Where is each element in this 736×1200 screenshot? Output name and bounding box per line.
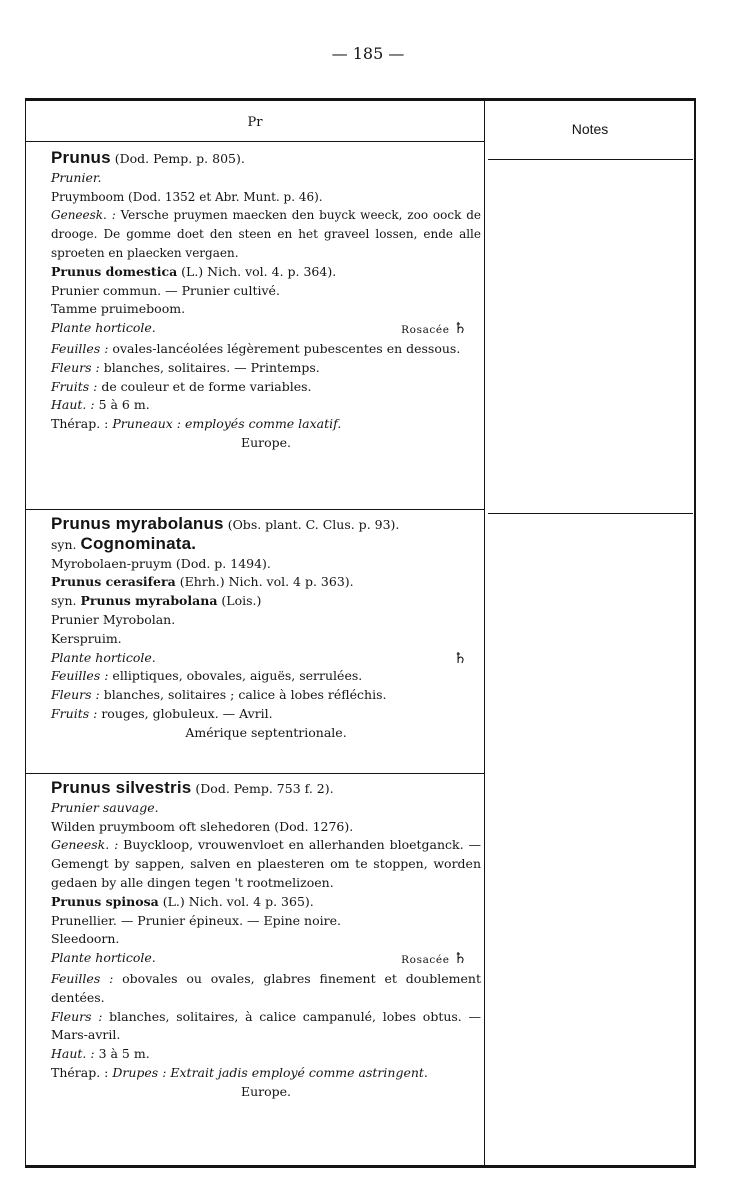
species-name: Prunus spinosa <box>51 893 159 909</box>
flemish-name: Myrobolaen-pruym (Dod. p. 1494). <box>51 555 271 571</box>
fleurs-text: blanches, solitaires. — Printemps. <box>103 359 320 375</box>
feuilles-label: Feuilles : <box>51 668 109 684</box>
entry-reference: (Obs. plant. C. Clus. p. 93). <box>227 517 400 532</box>
flemish-name: Pruymboom (Dod. 1352 et Abr. Munt. p. 46). <box>51 189 323 204</box>
tree-symbol-icon: ♄ <box>453 319 467 338</box>
french-name: Prunier sauvage. <box>51 799 159 815</box>
haut-label: Haut. : <box>51 397 95 413</box>
plant-status: Plante horticole. <box>51 649 156 665</box>
entry-title: Prunus myrabolanus <box>51 514 224 533</box>
region: Europe. <box>240 1083 292 1099</box>
synonym-name: Prunus myrabolana <box>80 593 218 609</box>
column-header-notes: Notes <box>571 121 609 137</box>
fruits-label: Fruits : <box>51 378 98 394</box>
tree-symbol-icon: ♄ <box>453 949 467 968</box>
notes-separator <box>488 513 693 514</box>
species-reference: (Ehrh.) Nich. vol. 4 p. 363). <box>179 574 354 590</box>
geneesk-text: Versche pruymen maecken den buyck weeck, zoo oock de drooge. De gomme doet den steen en het graveel lossen, ende alle sproeten en plaecken vergaen. <box>51 208 481 260</box>
fruits-text: rouges, globuleux. — Avril. <box>101 705 273 721</box>
flemish-name: Wilden pruymboom oft slehedoren (Dod. 1276). <box>51 818 354 834</box>
entry-reference: (Dod. Pemp. 753 f. 2). <box>195 781 334 796</box>
page-number: — 185 — <box>331 44 405 63</box>
region: Europe. <box>240 434 292 450</box>
family-name: Rosacée <box>401 324 450 337</box>
haut-text: 5 à 6 m. <box>98 397 150 413</box>
fleurs-label: Fleurs : <box>51 687 100 703</box>
entry-prunus-myrabolanus <box>51 515 481 743</box>
column-header-pr: Pr <box>247 115 263 130</box>
flemish-common-name: Sleedoorn. <box>51 931 120 947</box>
common-names: Prunellier. — Prunier épineux. — Epine noire. <box>51 912 341 928</box>
herbarium-table <box>25 98 696 1168</box>
feuilles-label: Feuilles : <box>51 970 114 986</box>
fleurs-text: blanches, solitaires ; calice à lobes réfléchis. <box>103 687 387 703</box>
synonym-name: Cognominata. <box>80 533 197 553</box>
therap-text: Pruneaux : employés comme laxatif. <box>112 416 342 432</box>
notes-header-rule <box>488 159 693 160</box>
entry-prunus-silvestris <box>51 779 481 1102</box>
species-reference: (L.) Nich. vol. 4. p. 364). <box>181 263 337 279</box>
fruits-label: Fruits : <box>51 705 98 721</box>
tree-symbol-icon: ♄ <box>453 648 467 667</box>
entry-title: Prunus <box>51 148 111 167</box>
species-reference: (L.) Nich. vol. 4 p. 365). <box>162 893 314 909</box>
french-name: Prunier. <box>51 169 102 185</box>
syn-label: syn. <box>51 593 77 609</box>
haut-text: 3 à 5 m. <box>98 1046 150 1062</box>
flemish-common-name: Kerspruim. <box>51 630 122 646</box>
feuilles-text: ovales-lancéolées légèrement pubescentes en dessous. <box>112 340 461 356</box>
entry-separator <box>26 141 484 142</box>
geneesk-text: Buyckloop, vrouwenvloet en allerhanden bloetganck. — Gemengt by sappen, salven en plaesteren om te stoppen, worden gedaen by alle dingen tegen 't rootmelizoen. <box>51 837 481 890</box>
therap-text: Drupes : Extrait jadis employé comme astringent. <box>112 1064 428 1080</box>
plant-status: Plante horticole. <box>51 950 156 966</box>
family-name: Rosacée <box>401 954 450 967</box>
syn-label: syn. <box>51 536 77 552</box>
common-names: Prunier commun. — Prunier cultivé. <box>51 282 280 298</box>
region: Amérique septentrionale. <box>185 724 347 740</box>
fleurs-text: blanches, solitaires, à calice campanulé, lobes obtus. — Mars-avril. <box>51 1008 481 1043</box>
haut-label: Haut. : <box>51 1046 95 1062</box>
flemish-common-name: Tamme pruimeboom. <box>51 301 186 317</box>
fleurs-label: Fleurs : <box>51 1008 103 1024</box>
species-name: Prunus cerasifera <box>51 574 176 590</box>
entry-title: Prunus silvestris <box>51 778 192 797</box>
entry-separator <box>26 509 484 510</box>
fleurs-label: Fleurs : <box>51 359 100 375</box>
therap-label: Thérap. : <box>51 416 109 432</box>
synonym-reference: (Lois.) <box>221 593 262 609</box>
feuilles-label: Feuilles : <box>51 340 109 356</box>
entry-reference: (Dod. Pemp. p. 805). <box>114 151 245 166</box>
feuilles-text: elliptiques, obovales, aiguës, serrulées. <box>112 668 363 684</box>
feuilles-text: obovales ou ovales, glabres finement et doublement dentées. <box>51 970 481 1005</box>
therap-label: Thérap. : <box>51 1064 109 1080</box>
geneesk-label: Geneesk. : <box>51 837 119 853</box>
column-divider <box>484 101 485 1165</box>
fruits-text: de couleur et de forme variables. <box>101 378 312 394</box>
entry-separator <box>26 773 484 774</box>
species-name: Prunus domestica <box>51 263 178 279</box>
plant-status: Plante horticole. <box>51 320 156 336</box>
geneesk-label: Geneesk. : <box>51 208 116 223</box>
entry-prunus <box>51 149 481 453</box>
french-name: Prunier Myrobolan. <box>51 611 176 627</box>
